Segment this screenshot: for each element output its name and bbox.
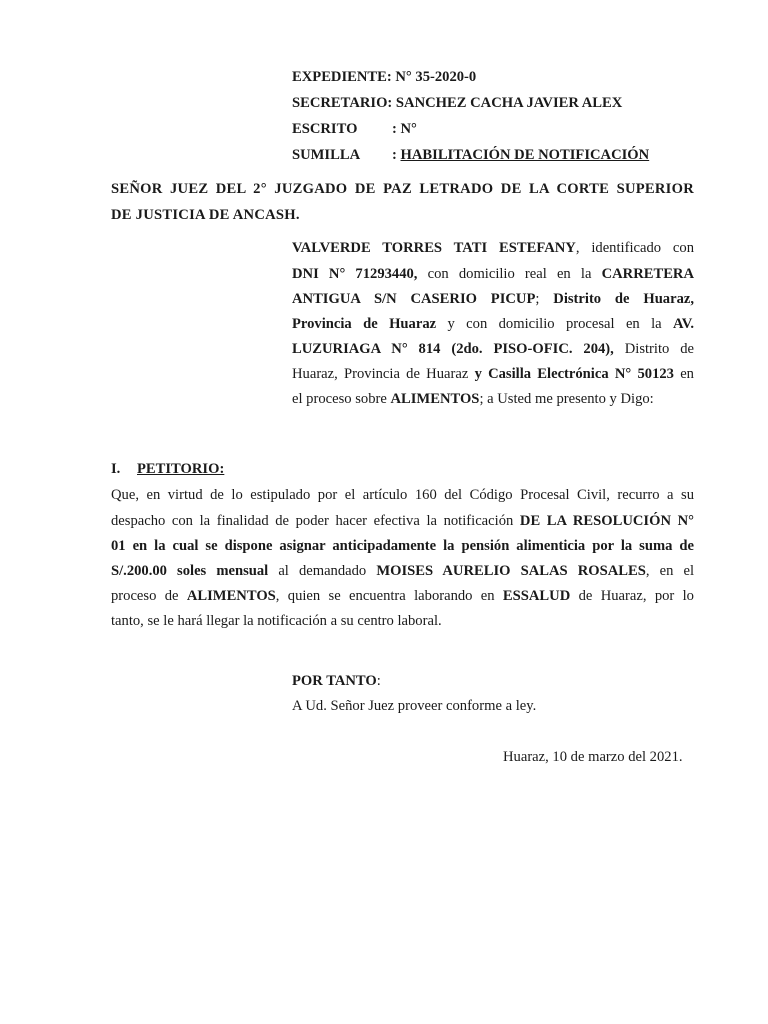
intro-line-3 (292, 290, 694, 308)
address-highlight: CARRETERA (601, 266, 695, 282)
petitorio-line-1: Que, en virtud de lo estipulado por el artículo 160 del Código Procesal Civil, recurro a su (111, 487, 694, 503)
petitorio-line-4 (111, 562, 694, 580)
petitorio-text: , en el (645, 563, 694, 579)
petitorio-text: proceso de (111, 588, 187, 604)
intro-line-2 (292, 265, 694, 283)
casilla-highlight: y Casilla Electrónica N° 50123 (474, 366, 674, 382)
district-highlight: Distrito de Huaraz, (553, 291, 695, 307)
dni: DNI N° 71293440, (292, 266, 418, 282)
employer-name: ESSALUD (502, 588, 571, 604)
escrito-label: ESCRITO (292, 121, 358, 137)
intro-text: en (673, 366, 694, 382)
expediente-line: EXPEDIENTE: N° 35-2020-0 (292, 69, 477, 85)
sumilla-value: HABILITACIÓN DE NOTIFICACIÓN (400, 147, 650, 163)
intro-text: Huaraz, Provincia de Huaraz (292, 366, 475, 382)
intro-line-1 (292, 239, 694, 257)
defendant-name: MOISES AURELIO SALAS ROSALES (376, 563, 646, 579)
intro-text: Distrito de (613, 341, 694, 357)
escrito-value: : N° (392, 121, 417, 137)
address-highlight: ANTIGUA S/N CASERIO PICUP (292, 291, 536, 307)
petitorio-line-2 (111, 512, 694, 530)
intro-line-7 (292, 390, 694, 408)
closing-request: A Ud. Señor Juez proveer conforme a ley. (292, 698, 537, 714)
petitorio-line-3: 01 en la cual se dispone asignar anticipadamente la pensión alimenticia por la suma de (111, 538, 694, 554)
intro-text: , identificado con (575, 240, 694, 256)
resolution-highlight: DE LA RESOLUCIÓN N° (519, 513, 694, 529)
intro-text: ; (535, 291, 554, 307)
intro-line-6 (292, 365, 694, 383)
por-tanto-colon: : (376, 673, 381, 689)
place-date: Huaraz, 10 de marzo del 2021. (503, 749, 683, 765)
intro-text: con domicilio real en la (417, 266, 602, 282)
petitorio-line-5 (111, 587, 694, 605)
intro-line-4 (292, 315, 694, 333)
petitioner-name: VALVERDE TORRES TATI ESTEFANY (292, 240, 576, 256)
section-number: I. (111, 461, 121, 477)
escrito-line (292, 120, 417, 138)
address-highlight: AV. (673, 316, 694, 332)
intro-line-5 (292, 340, 694, 358)
sumilla-label: SUMILLA (292, 147, 361, 163)
addressee-line-1: SEÑOR JUEZ DEL 2° JUZGADO DE PAZ LETRADO DE LA CORTE SUPERIOR (111, 181, 694, 197)
process-type: ALIMENTOS (186, 588, 276, 604)
por-tanto (292, 672, 381, 690)
petitorio-text: despacho con la finalidad de poder hacer efectiva la notificación (111, 513, 520, 529)
intro-text: ; a Usted me presento y Digo: (479, 391, 654, 407)
por-tanto-label: POR TANTO (292, 673, 377, 689)
address-highlight: LUZURIAGA N° 814 (2do. PISO-OFIC. 204), (292, 341, 614, 357)
addressee-line-2: DE JUSTICIA DE ANCASH. (111, 207, 300, 223)
process-type: ALIMENTOS (390, 391, 480, 407)
province-highlight: Provincia de Huaraz (292, 316, 437, 332)
secretario-line: SECRETARIO: SANCHEZ CACHA JAVIER ALEX (292, 95, 623, 111)
intro-text: y con domicilio procesal en la (436, 316, 674, 332)
sumilla-line (292, 146, 649, 164)
section-title: PETITORIO: (137, 461, 225, 477)
amount-highlight: S/.200.00 soles mensual (111, 563, 269, 579)
petitorio-line-6: tanto, se le hará llegar la notificación a su centro laboral. (111, 613, 442, 629)
petitorio-text: de Huaraz, por lo (570, 588, 694, 604)
petitorio-text: , quien se encuentra laborando en (275, 588, 503, 604)
petitorio-text: al demandado (268, 563, 377, 579)
intro-text: el proceso sobre (292, 391, 391, 407)
sumilla-colon: : (392, 147, 401, 163)
